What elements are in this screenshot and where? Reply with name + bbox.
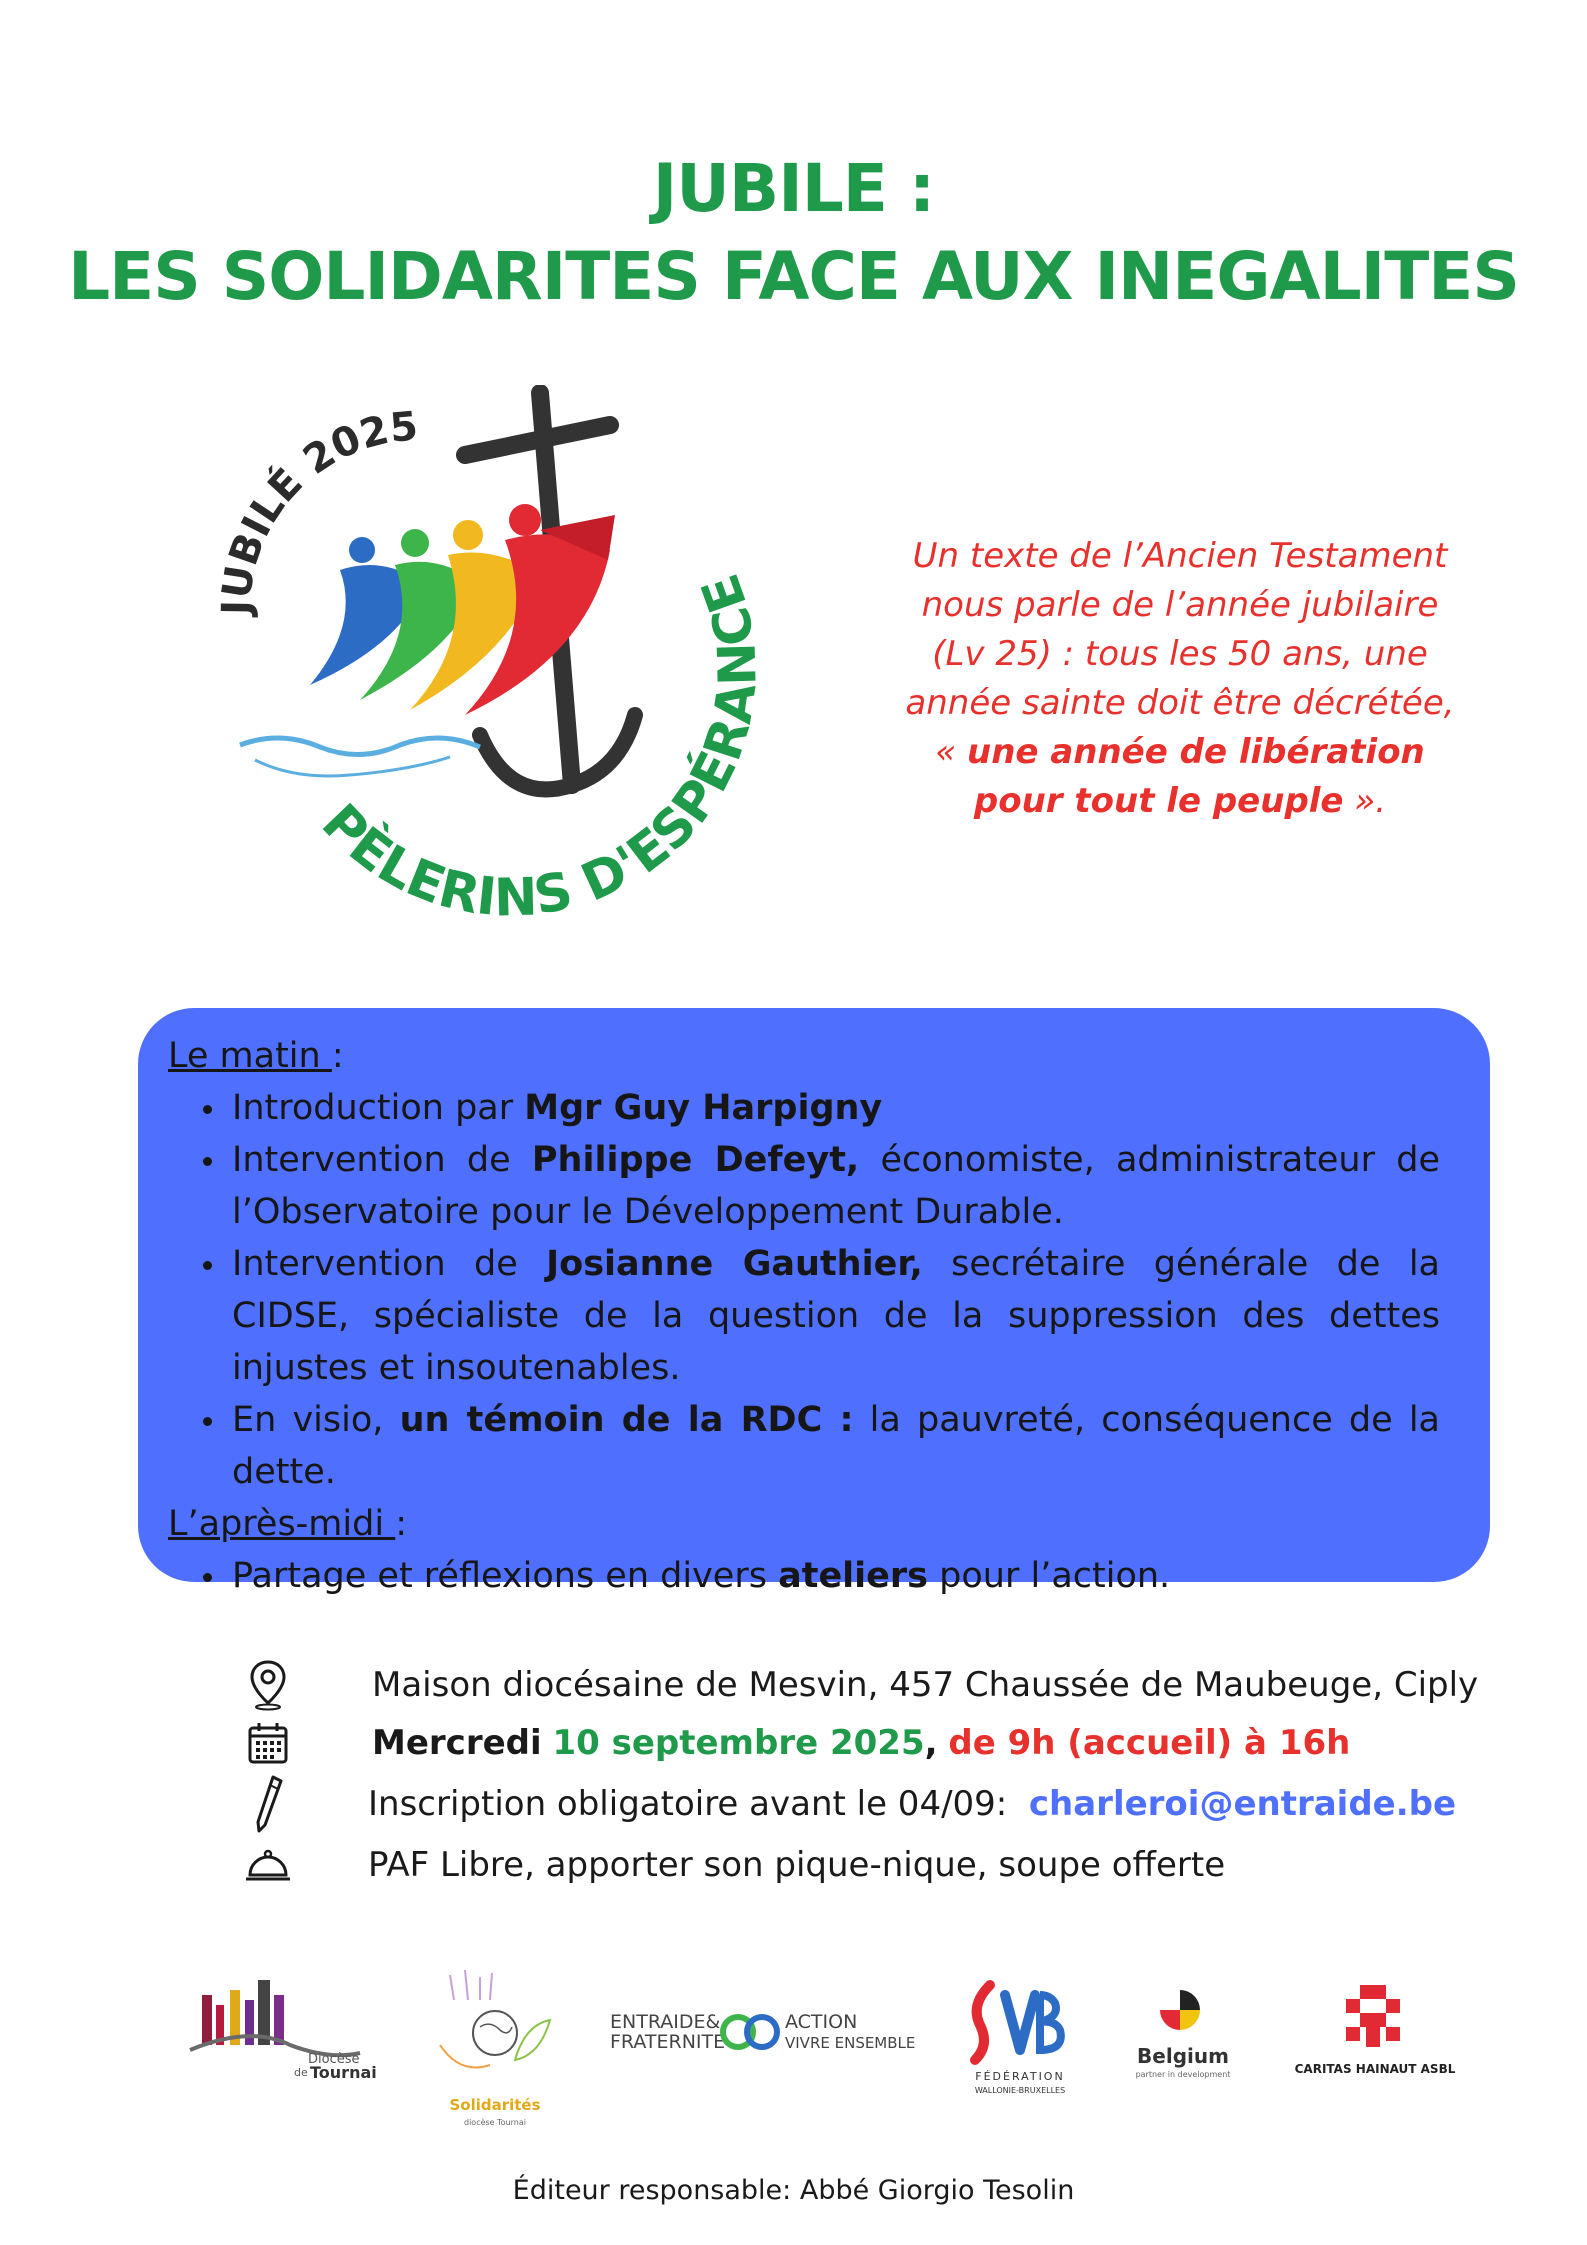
entraide-fraternite-logo bbox=[610, 2000, 916, 2070]
email-link[interactable]: charleroi@entraide.be bbox=[1028, 1784, 1457, 1824]
location-pin-icon bbox=[240, 1655, 296, 1715]
partner-logos bbox=[190, 1965, 1480, 2145]
pencil-icon bbox=[240, 1774, 296, 1834]
afternoon-list bbox=[168, 1550, 1440, 1602]
svg-text:CARITAS HAINAUT ASBL: CARITAS HAINAUT ASBL bbox=[1294, 2062, 1456, 2076]
quote-line-1: Un texte de l’Ancien Testament bbox=[912, 536, 1448, 576]
svg-text:ACTION: ACTION bbox=[785, 2011, 858, 2033]
logo-arc-top-text: JUBILÉ 2025 bbox=[213, 403, 420, 616]
cloche-icon bbox=[240, 1835, 296, 1895]
waves-icon bbox=[240, 738, 480, 776]
paf-text: PAF Libre, apporter son pique-nique, soupe offerte bbox=[368, 1845, 1226, 1885]
svg-text:Diocèse: Diocèse bbox=[308, 2052, 360, 2067]
calendar-icon bbox=[240, 1713, 296, 1773]
svg-text:FRATERNITE: FRATERNITE bbox=[610, 2031, 726, 2053]
svg-text:de: de bbox=[294, 2066, 308, 2079]
date-text: Mercredi 10 septembre 2025, de 9h (accueil) à 16h bbox=[372, 1723, 1351, 1763]
belgium-logo bbox=[1125, 1985, 1245, 2095]
morning-item: • En visio, un témoin de la RDC : la pauvreté, conséquence de la dette. bbox=[228, 1394, 1440, 1498]
jubilee-logo bbox=[210, 385, 770, 925]
svg-text:FÉDÉRATION: FÉDÉRATION bbox=[975, 2070, 1065, 2083]
svg-text:Tournai: Tournai bbox=[310, 2063, 377, 2082]
title-line-1: JUBILE : bbox=[652, 150, 935, 227]
program-box bbox=[138, 1008, 1490, 1596]
quote-line-2: nous parle de l’année jubilaire bbox=[921, 585, 1439, 625]
morning-list bbox=[168, 1082, 1440, 1498]
morning-item: • Intervention de Philippe Defeyt, économiste, administrateur de l’Observatoire pour le Développement Durable. bbox=[228, 1134, 1440, 1238]
morning-item: • Introduction par Mgr Guy Harpigny bbox=[228, 1082, 1440, 1134]
quote-line-5: « une année de libération bbox=[935, 732, 1425, 772]
svg-text:ENTRAIDE&: ENTRAIDE& bbox=[610, 2011, 721, 2033]
svg-text:Belgium: Belgium bbox=[1137, 2044, 1229, 2068]
quote-line-4: année sainte doit être décrétée, bbox=[905, 683, 1455, 723]
publisher-footer: Éditeur responsable: Abbé Giorgio Tesolin bbox=[512, 2175, 1075, 2206]
svg-text:partner in development: partner in development bbox=[1135, 2070, 1231, 2079]
diocese-tournai-logo bbox=[190, 1965, 377, 2085]
svg-text:Solidarités: Solidarités bbox=[449, 2096, 541, 2114]
location-text: Maison diocésaine de Mesvin, 457 Chaussée de Maubeuge, Ciply bbox=[372, 1665, 1479, 1705]
registration-text: Inscription obligatoire avant le 04/09: charleroi@entraide.be bbox=[368, 1784, 1457, 1824]
svg-text:WALLONIE-BRUXELLES: WALLONIE-BRUXELLES bbox=[974, 2086, 1066, 2095]
svg-text:VIVRE ENSEMBLE: VIVRE ENSEMBLE bbox=[785, 2034, 916, 2052]
caritas-hainaut-logo bbox=[1290, 1975, 1460, 2095]
logo-arc-right-text: PÈLERINS D'ESPÉRANCE bbox=[310, 566, 769, 925]
morning-item: • Intervention de Josianne Gauthier, secrétaire générale de la CIDSE, spécialiste de la question de la suppression des dettes injustes et insoutenables. bbox=[228, 1238, 1440, 1394]
quote-line-3: (Lv 25) : tous les 50 ans, une bbox=[932, 634, 1428, 674]
afternoon-heading: L’après-midi : bbox=[168, 1504, 407, 1544]
afternoon-item: • Partage et réflexions en divers ateliers pour l’action. bbox=[228, 1550, 1440, 1602]
solidarites-logo bbox=[430, 1965, 560, 2135]
svg-text:diocèse Tournai: diocèse Tournai bbox=[464, 2118, 526, 2127]
morning-heading: Le matin : bbox=[168, 1036, 344, 1076]
quote-line-6: pour tout le peuple ». bbox=[973, 781, 1387, 821]
jubilee-quote bbox=[900, 532, 1460, 826]
title-line-2: LES SOLIDARITES FACE AUX INEGALITES bbox=[68, 238, 1519, 315]
federation-wallonie-bruxelles-logo bbox=[960, 1975, 1080, 2105]
